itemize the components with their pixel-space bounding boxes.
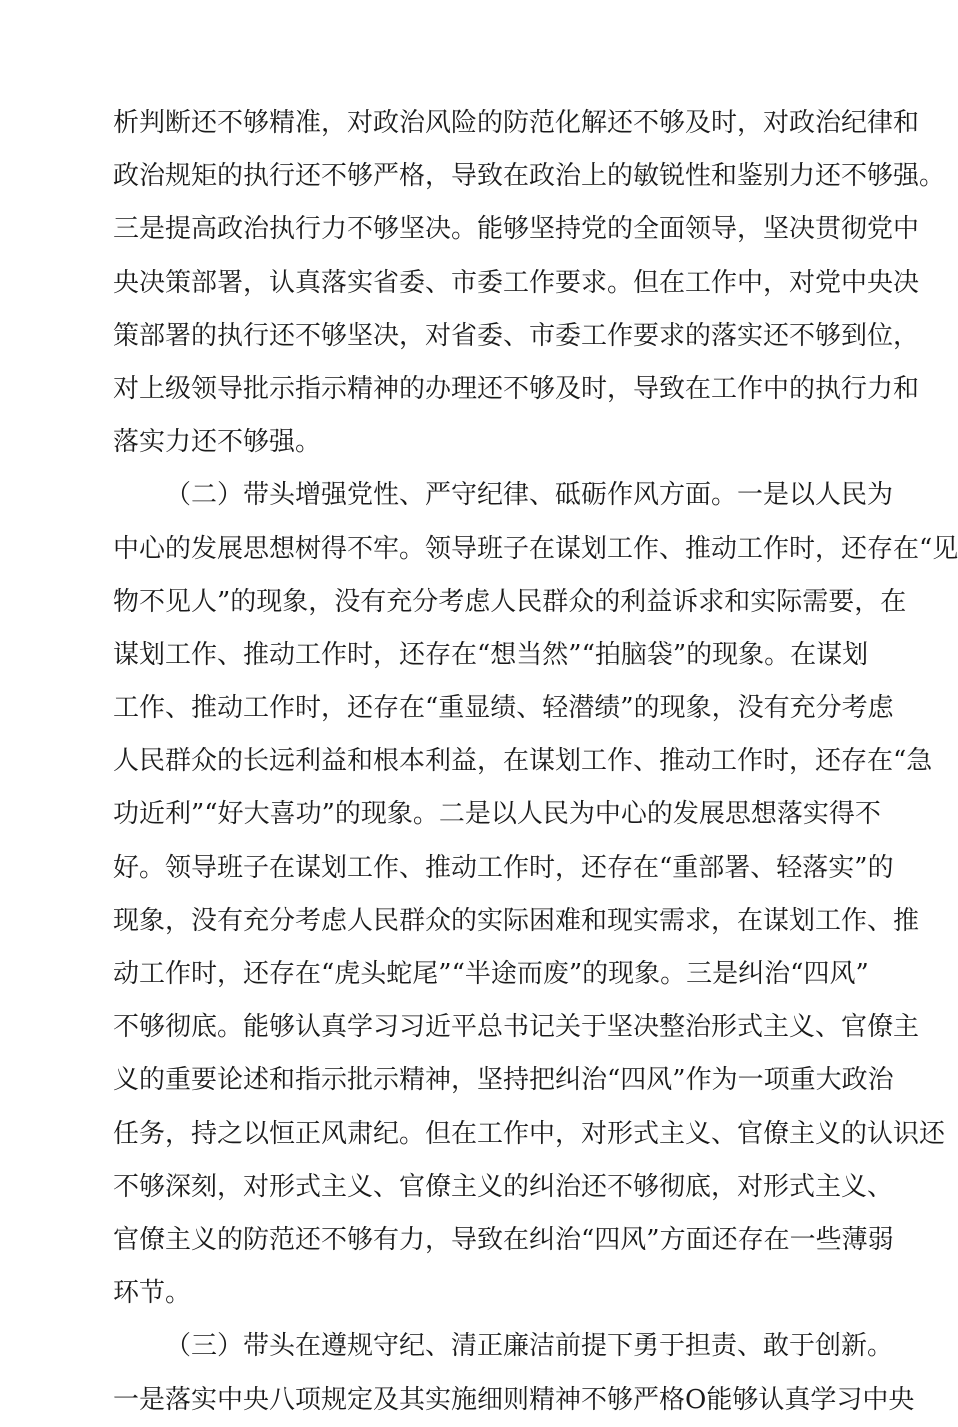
text-line: 好。领导班子在谋划工作、推动工作时，还存在“重部署、轻落实”的 <box>113 852 894 883</box>
text-line: 央决策部署，认真落实省委、市委工作要求。但在工作中，对党中央决 <box>113 267 920 298</box>
text-line: 不够深刻，对形式主义、官僚主义的纠治还不够彻底，对形式主义、 <box>113 1171 894 1202</box>
text-line: 环节。 <box>113 1278 192 1309</box>
text-line: 析判断还不够精准，对政治风险的防范化解还不够及时，对政治纪律和 <box>113 108 920 138</box>
text-line: 三是提高政治执行力不够坚决。能够坚持党的全面领导，坚决贯彻党中 <box>113 214 920 245</box>
text-line: 不够彻底。能够认真学习习近平总书记关于坚决整治形式主义、官僚主 <box>113 1012 920 1043</box>
text-line: 现象，没有充分考虑人民群众的实际困难和现实需求，在谋划工作、推 <box>113 905 920 936</box>
text-line: 谋划工作、推动工作时，还存在“想当然”“拍脑袋”的现象。在谋划 <box>113 639 869 670</box>
text-line: （三）带头在遵规守纪、清正廉洁前提下勇于担责、敢于创新。 <box>165 1331 894 1362</box>
text-line: 一是落实中央八项规定及其实施细则精神不够严格O能够认真学习中央 <box>113 1384 915 1415</box>
text-line: 策部署的执行还不够坚决，对省委、市委工作要求的落实还不够到位， <box>113 320 920 351</box>
text-line: 人民群众的长远利益和根本利益，在谋划工作、推动工作时，还存在“急 <box>113 746 933 777</box>
text-line: 落实力还不够强。 <box>113 427 322 458</box>
text-line: 功近利”“好大喜功”的现象。二是以人民为中心的发展思想落实得不 <box>113 799 881 830</box>
text-line: 义的重要论述和指示批示精神，坚持把纠治“四风”作为一项重大政治 <box>113 1065 894 1096</box>
text-line: 动工作时，还存在“虎头蛇尾”“半途而废”的现象。三是纠治“四风” <box>113 959 869 989</box>
document-body <box>113 97 958 1427</box>
text-line: 中心的发展思想树得不牢。领导班子在谋划工作、推动工作时，还存在“见 <box>113 533 958 564</box>
text-line: 对上级领导批示指示精神的办理还不够及时，导致在工作中的执行力和 <box>113 373 920 404</box>
text-line: 任务，持之以恒正风肃纪。但在工作中，对形式主义、官僚主义的认识还 <box>113 1118 946 1149</box>
text-line: （二）带头增强党性、严守纪律、砥砺作风方面。一是以人民为 <box>165 480 894 511</box>
text-line: 物不见人”的现象，没有充分考虑人民群众的利益诉求和实际需要，在 <box>113 586 907 617</box>
text-line: 工作、推动工作时，还存在“重显绩、轻潜绩”的现象，没有充分考虑 <box>113 693 894 724</box>
text-line: 官僚主义的防范还不够有力，导致在纠治“四风”方面还存在一些薄弱 <box>113 1224 894 1255</box>
text-line: 政治规矩的执行还不够严格，导致在政治上的敏锐性和鉴别力还不够强。 <box>113 161 946 192</box>
